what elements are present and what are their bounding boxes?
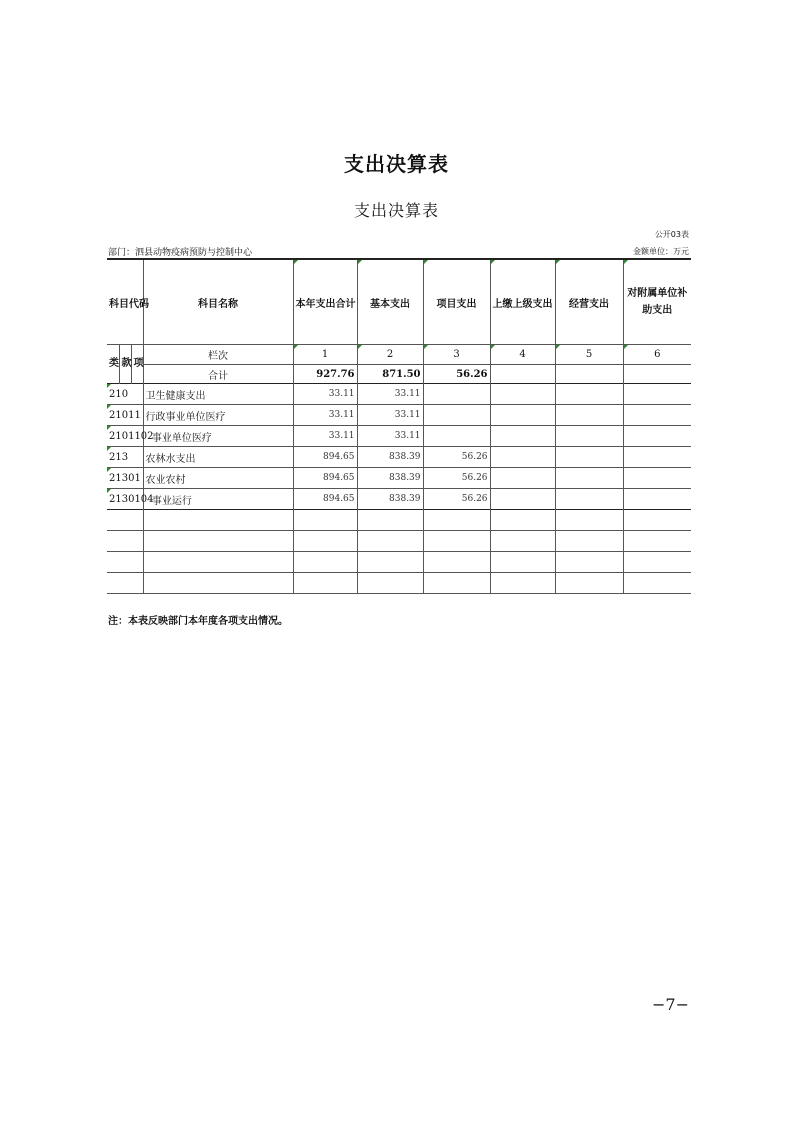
table-row	[107, 573, 691, 594]
table-row	[107, 468, 691, 489]
header-xiang: 项	[131, 345, 143, 384]
row-basic: 33.11	[357, 405, 423, 426]
column-number-row	[107, 345, 691, 365]
row-basic	[357, 573, 423, 594]
column-number: 5	[555, 345, 623, 365]
total-basic: 871.50	[357, 365, 423, 384]
table-row	[107, 405, 691, 426]
header-basic: 基本支出	[357, 259, 423, 345]
row-upper	[490, 447, 555, 468]
expenditure-table	[107, 258, 691, 594]
row-code: 2101102	[107, 426, 143, 447]
table-note: 注：本表反映部门本年度各项支出情况。	[108, 616, 288, 627]
total-row	[107, 365, 691, 384]
row-total: 894.65	[293, 468, 357, 489]
row-name	[143, 573, 293, 594]
row-code: 210	[107, 384, 143, 405]
table-row	[107, 426, 691, 447]
header-total: 本年支出合计	[293, 259, 357, 345]
row-upper	[490, 489, 555, 510]
total-upper	[490, 365, 555, 384]
department-label: 部门：泗县动物疫病预防与控制中心	[108, 248, 253, 258]
total-project: 56.26	[423, 365, 490, 384]
row-business	[555, 552, 623, 573]
row-basic: 838.39	[357, 447, 423, 468]
column-number: 4	[490, 345, 555, 365]
row-basic	[357, 531, 423, 552]
row-project: 56.26	[423, 489, 490, 510]
row-business	[555, 447, 623, 468]
row-basic: 838.39	[357, 489, 423, 510]
row-project	[423, 405, 490, 426]
row-project	[423, 384, 490, 405]
row-project	[423, 573, 490, 594]
row-business	[555, 573, 623, 594]
header-lei: 类	[107, 345, 119, 384]
column-number: 3	[423, 345, 490, 365]
row-name: 事业运行	[143, 489, 293, 510]
header-kuan: 款	[119, 345, 131, 384]
row-subsidiary	[623, 426, 691, 447]
row-upper	[490, 531, 555, 552]
row-basic: 33.11	[357, 384, 423, 405]
row-project: 56.26	[423, 468, 490, 489]
row-business	[555, 405, 623, 426]
row-basic: 838.39	[357, 468, 423, 489]
row-project	[423, 426, 490, 447]
total-label: 合计	[143, 365, 293, 384]
row-subsidiary	[623, 552, 691, 573]
row-business	[555, 426, 623, 447]
row-project	[423, 510, 490, 531]
table-row	[107, 552, 691, 573]
row-basic: 33.11	[357, 426, 423, 447]
row-business	[555, 384, 623, 405]
row-total	[293, 531, 357, 552]
column-number: 6	[623, 345, 691, 365]
row-total: 33.11	[293, 426, 357, 447]
row-upper	[490, 468, 555, 489]
unit-label: 金额单位：万元	[633, 247, 689, 256]
row-business	[555, 531, 623, 552]
header-project: 项目支出	[423, 259, 490, 345]
row-subsidiary	[623, 468, 691, 489]
row-code	[107, 552, 143, 573]
total-subsidiary	[623, 365, 691, 384]
header-name: 科目名称	[143, 259, 293, 345]
row-upper	[490, 384, 555, 405]
row-total	[293, 552, 357, 573]
column-number: 2	[357, 345, 423, 365]
row-name: 事业单位医疗	[143, 426, 293, 447]
table-row	[107, 510, 691, 531]
row-subsidiary	[623, 447, 691, 468]
row-business	[555, 510, 623, 531]
table-row	[107, 489, 691, 510]
row-code: 21301	[107, 468, 143, 489]
column-number: 1	[293, 345, 357, 365]
row-total: 33.11	[293, 405, 357, 426]
row-subsidiary	[623, 531, 691, 552]
row-name	[143, 510, 293, 531]
document-title: 支出决算表	[344, 152, 449, 176]
row-subsidiary	[623, 573, 691, 594]
row-upper	[490, 573, 555, 594]
row-name: 农林水支出	[143, 447, 293, 468]
row-name: 农业农村	[143, 468, 293, 489]
row-code	[107, 573, 143, 594]
row-code	[107, 510, 143, 531]
row-code: 21011	[107, 405, 143, 426]
table-title: 支出决算表	[353, 201, 439, 220]
header-subsidiary: 对附属单位补助支出	[623, 259, 691, 345]
row-basic	[357, 552, 423, 573]
table-row	[107, 384, 691, 405]
header-upper: 上缴上级支出	[490, 259, 555, 345]
row-project	[423, 531, 490, 552]
row-total: 894.65	[293, 489, 357, 510]
row-upper	[490, 552, 555, 573]
row-name: 行政事业单位医疗	[143, 405, 293, 426]
row-subsidiary	[623, 405, 691, 426]
row-name: 卫生健康支出	[143, 384, 293, 405]
row-business	[555, 489, 623, 510]
row-upper	[490, 510, 555, 531]
header-business: 经营支出	[555, 259, 623, 345]
header-row	[107, 259, 691, 345]
row-subsidiary	[623, 384, 691, 405]
total-business	[555, 365, 623, 384]
row-project: 56.26	[423, 447, 490, 468]
row-basic	[357, 510, 423, 531]
row-code: 2130104	[107, 489, 143, 510]
row-project	[423, 552, 490, 573]
row-subsidiary	[623, 510, 691, 531]
row-name	[143, 531, 293, 552]
row-business	[555, 468, 623, 489]
row-subsidiary	[623, 489, 691, 510]
row-upper	[490, 426, 555, 447]
page-number: −7−	[652, 995, 689, 1014]
row-code	[107, 531, 143, 552]
row-total: 33.11	[293, 384, 357, 405]
row-upper	[490, 405, 555, 426]
row-total: 894.65	[293, 447, 357, 468]
row-code: 213	[107, 447, 143, 468]
header-code: 科目代码	[107, 259, 143, 345]
column-label: 栏次	[143, 345, 293, 365]
row-total	[293, 510, 357, 531]
row-name	[143, 552, 293, 573]
table-row	[107, 531, 691, 552]
total-total: 927.76	[293, 365, 357, 384]
form-code: 公开03表	[654, 230, 689, 239]
row-total	[293, 573, 357, 594]
table-row	[107, 447, 691, 468]
